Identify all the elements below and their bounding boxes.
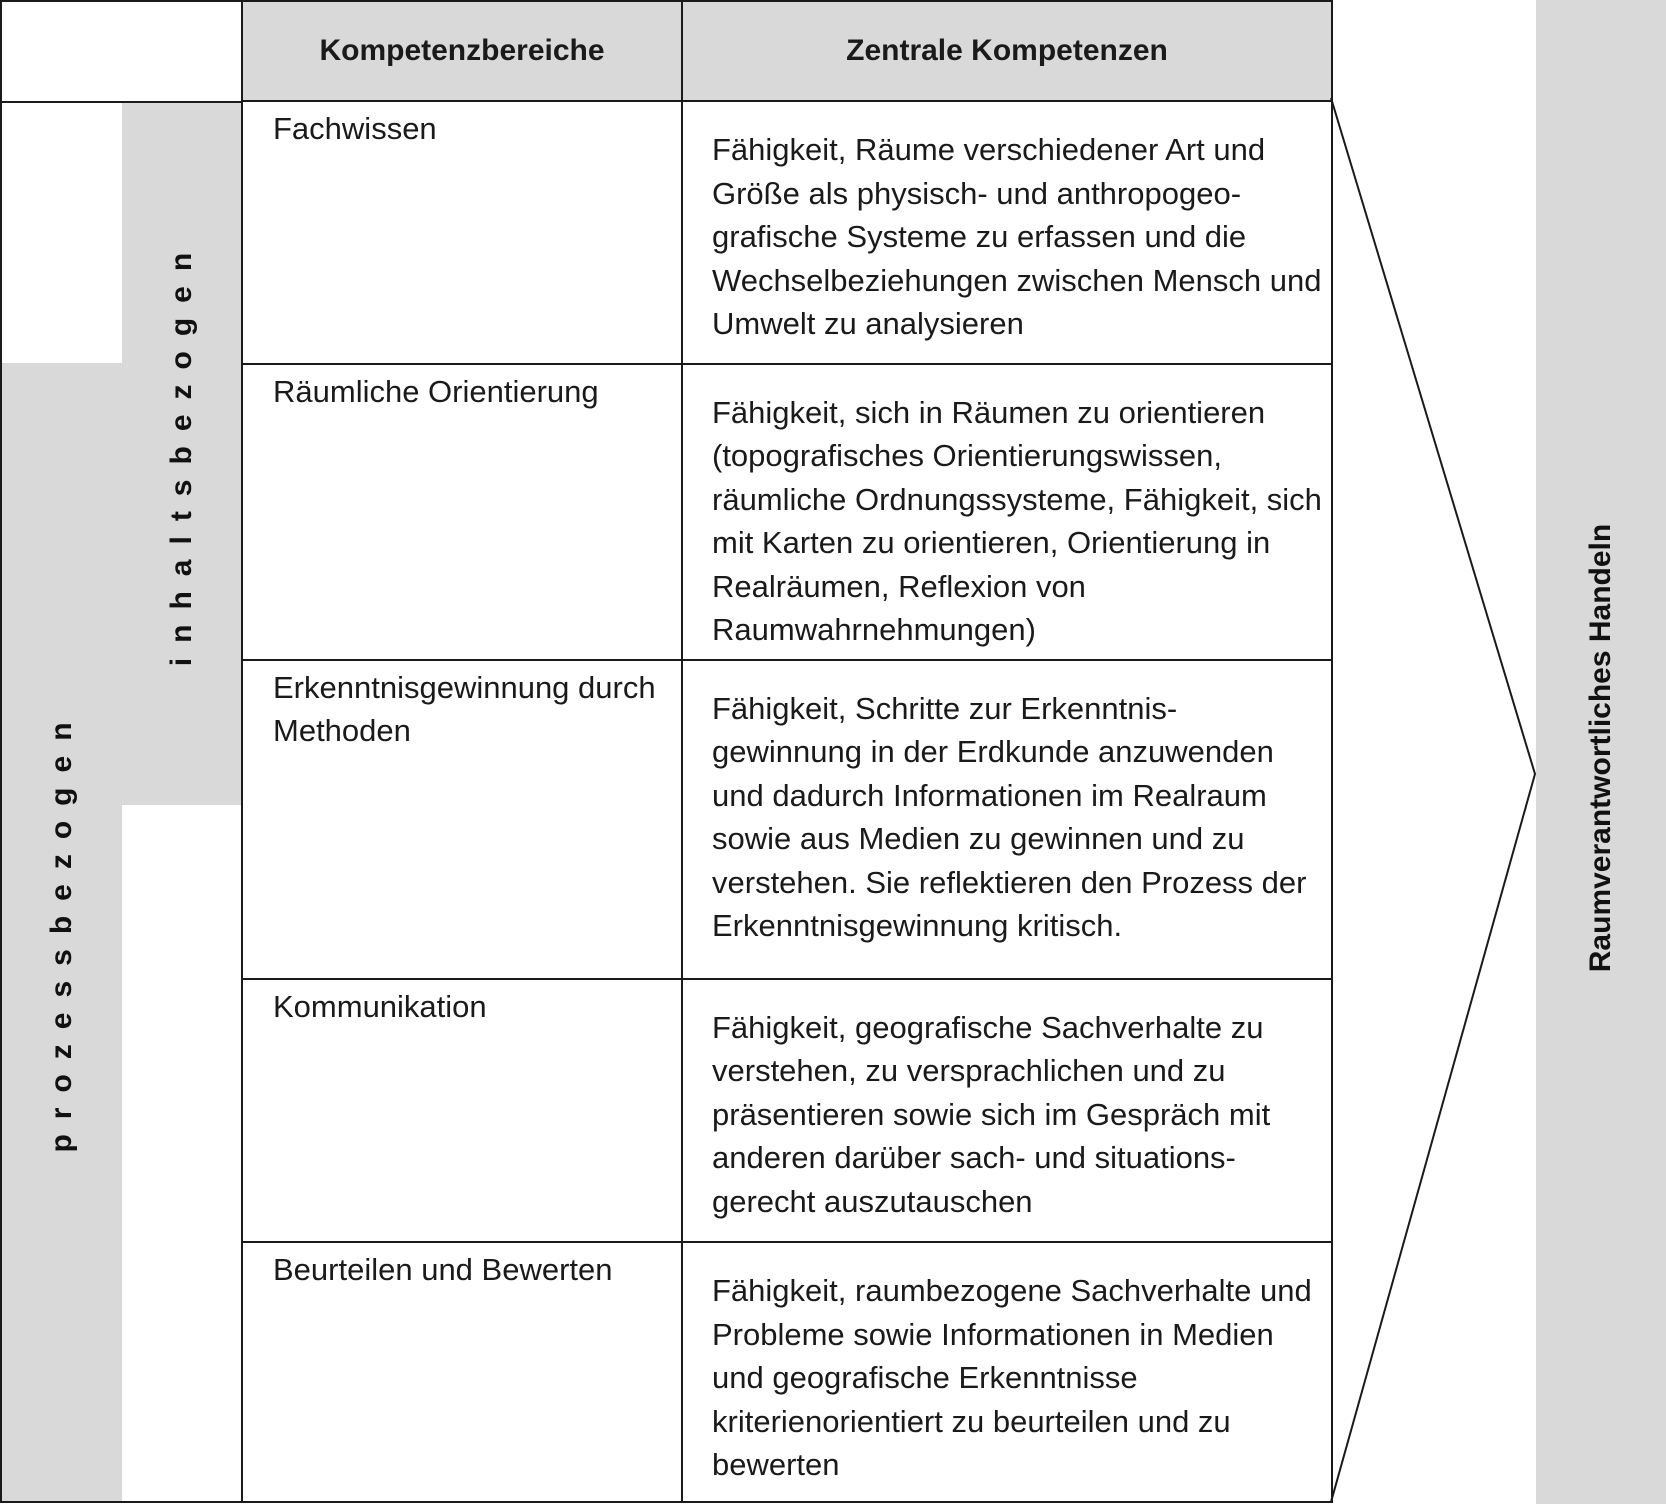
area-cell — [242, 101, 682, 364]
area-name: Beurteilen und Bewerten — [273, 1252, 613, 1288]
table-row — [242, 979, 1332, 1243]
header-areas: Kompetenzbereiche — [242, 1, 682, 101]
competency-cell — [682, 660, 1332, 979]
area-cell — [242, 979, 682, 1243]
competency-text: Fähigkeit, geografische Sachverhalte zu verstehen, zu versprachlichen und zu präsentieren sowie sich im Gespräch mit anderen darüber sach- und situations- gerecht auszutauschen — [712, 1009, 1271, 1219]
area-name: Fachwissen — [273, 111, 437, 146]
chevron-line — [1331, 98, 1535, 1502]
competency-cell — [682, 979, 1332, 1243]
inhaltsbezogen-label: inhaltsbezogen — [165, 237, 198, 667]
table-row — [242, 101, 1332, 364]
area-name: Kommunikation — [273, 988, 487, 1024]
arrow-chevron — [1330, 98, 1540, 1504]
competency-text: Fähigkeit, Schritte zur Erkenntnis- gewinnung in der Erdkunde anzuwenden und dadurch Informationen im Realraum sowie aus Medien zu gewinnen und zu verstehen. Sie reflektieren den Prozess der Erkenntnisgewinnung kritisch. — [712, 690, 1307, 944]
competency-cell — [682, 364, 1332, 660]
corner-cell — [0, 0, 243, 103]
competency-text: Fähigkeit, sich in Räumen zu orientieren (topografisches Orientierungswissen, räumliche Ordnungssysteme, Fähigkeit, sich mit Karten zu orientieren, Orientierung in Realräumen, Reflexion von Raumwahrnehmungen) — [712, 394, 1322, 648]
area-cell — [242, 364, 682, 660]
competency-cell — [682, 101, 1332, 364]
table-header-row — [242, 1, 1332, 101]
prozessbezogen-label: prozessbezogen — [45, 707, 78, 1153]
competency-cell — [682, 1242, 1332, 1502]
handeln-label: Raumverantwortliches Handeln — [1584, 523, 1617, 973]
table-row — [242, 1242, 1332, 1502]
area-name: Räumliche Orientierung — [273, 373, 599, 409]
table-row — [242, 660, 1332, 979]
table-row — [242, 364, 1332, 660]
competency-table — [241, 0, 1333, 1503]
area-cell — [242, 1242, 682, 1502]
area-name: Erkenntnisgewinnung durch Methoden — [273, 669, 656, 748]
area-cell — [242, 660, 682, 979]
header-competencies: Zentrale Kompetenzen — [682, 1, 1332, 101]
competency-text: Fähigkeit, raumbezogene Sachverhalte und Probleme sowie Informationen in Medien und geografische Erkenntnisse kriterienorientiert zu beurteilen und zu bewerten — [712, 1273, 1312, 1483]
competency-text: Fähigkeit, Räume verschiedener Art und Größe als physisch- und anthropogeo- grafische Systeme zu erfassen und die Wechselbeziehungen zwischen Mensch und Umwelt zu analysieren — [712, 132, 1322, 341]
